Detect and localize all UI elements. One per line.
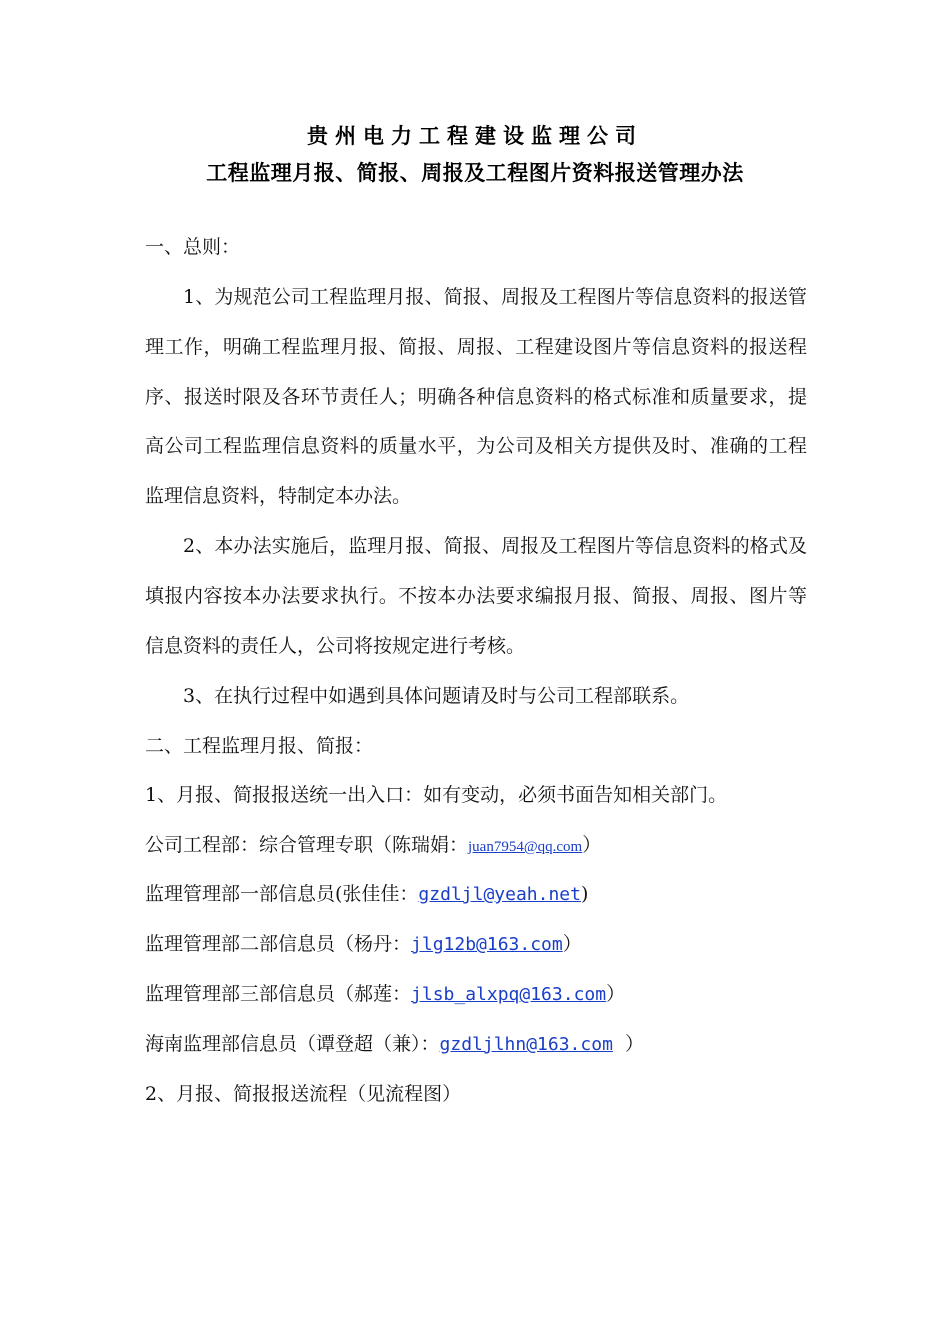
contact-line-dept-3 — [145, 981, 625, 1008]
item-2: 2、月报、简报报送流程（见流程图） — [145, 1083, 462, 1105]
item-1: 1、月报、简报报送统一出入口：如有变动，必须书面告知相关部门。 — [145, 784, 728, 806]
section1-heading: 一、总则： — [145, 236, 241, 258]
contact-label: 监理管理部三部信息员（郝莲： — [145, 983, 412, 1005]
contact-label: 海南监理部信息员（谭登超（兼）： — [145, 1033, 440, 1055]
contact-label: 公司工程部：综合管理专职（陈瑞娟： — [145, 834, 469, 856]
email-link[interactable]: juan7954@qq.com — [468, 839, 583, 855]
contact-suffix: ） — [582, 834, 602, 856]
contact-line-hainan — [145, 1031, 644, 1058]
email-link[interactable]: gzdljl@yeah.net — [418, 884, 581, 905]
paragraph-2: 2、本办法实施后，监理月报、简报、周报及工程图片等信息资料的格式及填报内容按本办法要求执行。不按本办法要求编报月报、简报、周报、图片等信息资料的责任人，公司将按规定进行考核。 — [145, 535, 807, 657]
email-link[interactable]: jlg12b@163.com — [411, 934, 563, 955]
section2-heading: 二、工程监理月报、简报： — [145, 735, 374, 757]
paragraph-1: 1、为规范公司工程监理月报、简报、周报及工程图片等信息资料的报送管理工作，明确工程监理月报、简报、周报、工程建设图片等信息资料的报送程序、报送时限及各环节责任人；明确各种信息资料的格式标准和质量要求，提高公司工程监理信息资料的质量水平，为公司及相关方提供及时、准确的工程监理信息资料，特制定本办法。 — [145, 286, 807, 508]
company-title: 贵州电力工程建设监理公司 — [307, 124, 643, 148]
contact-suffix: ) — [580, 883, 589, 905]
contact-label: 监理管理部一部信息员(张佳佳： — [145, 883, 419, 905]
contact-line-engineering-dept — [145, 832, 601, 860]
contact-suffix: ） — [606, 983, 626, 1005]
contact-label: 监理管理部二部信息员（杨丹： — [145, 933, 412, 955]
email-link[interactable]: gzdljlhn@163.com — [439, 1034, 613, 1055]
contact-line-dept-2 — [145, 931, 582, 958]
document-title: 工程监理月报、简报、周报及工程图片资料报送管理办法 — [206, 161, 744, 185]
contact-suffix: ） — [612, 1033, 644, 1055]
paragraph-3: 3、在执行过程中如遇到具体问题请及时与公司工程部联系。 — [183, 685, 690, 707]
contact-line-dept-1 — [145, 881, 588, 908]
email-link[interactable]: jlsb_alxpq@163.com — [411, 984, 607, 1005]
contact-suffix: ） — [562, 933, 582, 955]
